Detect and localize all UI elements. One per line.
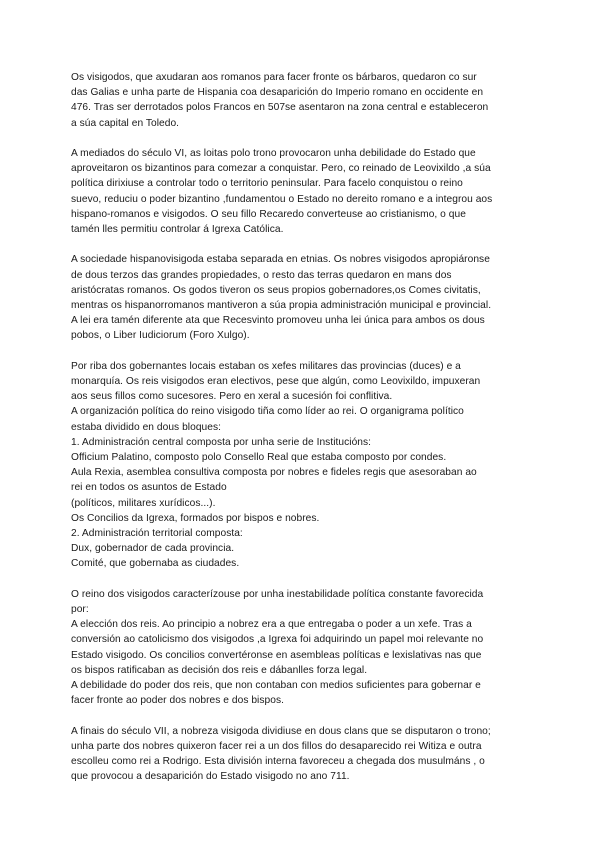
paragraph-5 xyxy=(71,587,551,709)
text-line: 2. Administración territorial composta: xyxy=(71,528,243,540)
paragraph-4 xyxy=(71,359,551,572)
text-line: aproveitaron os bizantinos para comezar a conquistar. Pero, co reinado de Leovixildo ,a súa xyxy=(71,163,491,175)
text-line: Dux, gobernador de cada provincia. xyxy=(71,543,235,555)
text-line: política dirixiuse a controlar todo o territorio peninsular. Para facelo conquistou o reino xyxy=(71,178,463,190)
text-line: A sociedade hispanovisigoda estaba separada en etnias. Os nobres visigodos apropiáronse xyxy=(71,254,490,266)
text-line: estaba dividido en dous bloques: xyxy=(71,421,221,433)
text-line: por: xyxy=(71,604,89,616)
text-line: os bispos ratificaban as decisión dos reis e dábanlles forza legal. xyxy=(71,664,368,676)
text-line: Os Concilios da Igrexa, formados por bispos e nobres. xyxy=(71,512,320,524)
text-line: A lei era tamén diferente ata que Recesvinto promoveu unha lei única para ambos os dous xyxy=(71,315,485,327)
text-line: facer fronte ao poder dos nobres e dos bispos. xyxy=(71,695,284,707)
text-line: tamén lles permitiu controlar á Igrexa Católica. xyxy=(71,224,284,236)
text-line: monarquía. Os reis visigodos eran electivos, pese que algún, como Leovixildo, impuxeran xyxy=(71,376,481,388)
text-line: Comité, que gobernaba as ciudades. xyxy=(71,558,240,570)
text-line: A mediados do século VI, as loitas polo trono provocaron unha debilidade do Estado que xyxy=(71,148,476,159)
text-line: Por riba dos gobernantes locais estaban os xefes militares das provincias (duces) e a xyxy=(71,360,461,372)
text-line: Os visigodos, que axudaran aos romanos para facer fronte os bárbaros, quedaron co sur xyxy=(71,72,477,83)
document-body xyxy=(71,70,551,800)
paragraph-2 xyxy=(71,146,551,237)
text-line: unha parte dos nobres quixeron facer rei a un dos fillos do desaparecido rei Witiza e outra xyxy=(71,740,482,752)
text-line: O reino dos visigodos caracterízouse por unha inestabilidade política constante favorecida xyxy=(71,588,484,600)
paragraph-3 xyxy=(71,252,551,343)
text-line: 476. Tras ser derrotados polos Francos en 507se asentaron na zona central e estableceron xyxy=(71,102,489,114)
text-line: A elección dos reis. Ao principio a nobrez era a que entregaba o poder a un xefe. Tras a xyxy=(71,619,472,631)
text-line: conversión ao catolicismo dos visigodos ,a Igrexa foi adquirindo un papel moi relevante no xyxy=(71,634,484,646)
text-line: A organización política do reino visigodo tiña como líder ao rei. O organigrama político xyxy=(71,406,464,418)
text-line: mentras os hispanorromanos mantiveron a súa propia administración municipal e provincial. xyxy=(71,300,492,312)
paragraph-1 xyxy=(71,70,551,131)
text-line: A debilidade do poder dos reis, que non contaban con medios suficientes para gobernar e xyxy=(71,680,481,692)
text-line: a súa capital en Toledo. xyxy=(71,117,180,129)
text-line: 1. Administración central composta por unha serie de Institucións: xyxy=(71,436,372,448)
text-line: escolleu como rei a Rodrigo. Esta división interna favoreceu a chegada dos musulmáns , o xyxy=(71,756,485,768)
text-line: A finais do século VII, a nobreza visigoda dividiuse en dous clans que se disputaron o trono; xyxy=(71,725,491,737)
paragraph-6 xyxy=(71,724,551,785)
text-line: suevo, reduciu o poder bizantino ,fundamentou o Estado no dereito romano e a integrou aos xyxy=(71,193,493,205)
text-line: aos seus fillos como sucesores. Pero en xeral a sucesión foi conflitiva. xyxy=(71,391,393,403)
text-line: pobos, o Liber Iudiciorum (Foro Xulgo). xyxy=(71,330,250,342)
text-line: aristócratas romanos. Os godos tiveron os seus propios gobernadores,os Comes civitatis, xyxy=(71,284,481,296)
text-line: das Galias e unha parte de Hispania coa desaparición do Imperio romano en occidente en xyxy=(71,87,484,99)
text-line: que provocou a desaparición do Estado visigodo no ano 711. xyxy=(71,771,350,783)
text-line: Officium Palatino, composto polo Consello Real que estaba composto por condes. xyxy=(71,452,447,464)
text-line: Aula Rexia, asemblea consultiva composta por nobres e fideles regis que asesoraban ao xyxy=(71,467,477,479)
text-line: hispano-romanos e visigodos. O seu fillo Recaredo converteuse ao cristianismo, o que xyxy=(71,208,466,220)
text-line: de dous terzos das grandes propiedades, o resto das terras quedaron en mans dos xyxy=(71,269,452,281)
text-line: (políticos, militares xurídicos...). xyxy=(71,497,216,509)
text-line: rei en todos os asuntos de Estado xyxy=(71,482,227,494)
text-line: Estado visigodo. Os concilios convertéronse en asembleas políticas e lexislativas nas que xyxy=(71,649,482,661)
